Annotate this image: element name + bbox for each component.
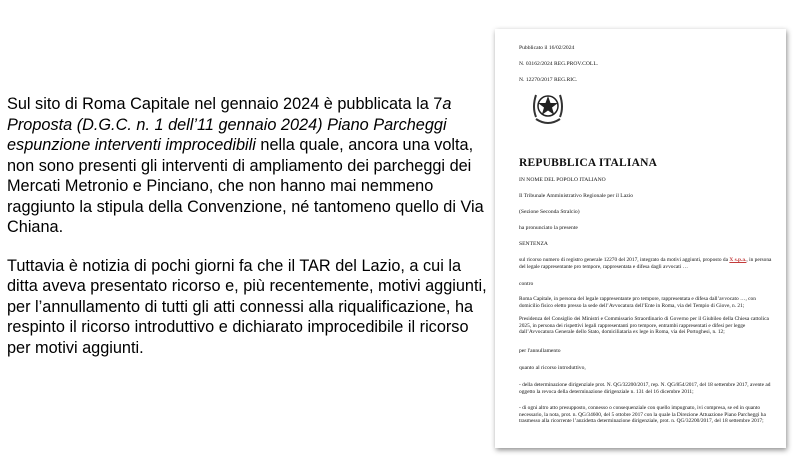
doc-ricorso	[519, 257, 772, 270]
doc-ricorso-company: X s.p.a.	[729, 257, 747, 263]
paragraph-1	[7, 94, 492, 238]
court-document-image	[495, 29, 786, 448]
doc-roma-capitale: Roma Capitale, in persona del legale rappresentante pro tempore, rappresentata e difesa dall’avvocato …, con domicilio fisico eletto presso la sede dell’Avvocatura dell’Ente in Roma, via del Tempio di Giove, n. 21;	[519, 296, 756, 309]
doc-pronunciato: ha pronunciato la presente	[519, 225, 578, 231]
paragraph-2: Tuttavia è notizia di pochi giorni fa che il TAR del Lazio, a cui la ditta aveva presentato ricorso e, più recentemente, motivi aggiunti, per l’annullamento di tutti gli atti connessi alla riqualificazione, ha respinto il ricorso introduttivo e dichiarato improcedibile il ricorso per motivi aggiunti.	[7, 256, 487, 357]
doc-ricorso-b: , in persona del legale rappresentante pro tempore, rappresentata e difesa dagli avvocati …	[519, 257, 772, 270]
p1-text-a: Sul sito di Roma Capitale nel gennaio 2024 è pubblicata la 7	[7, 95, 443, 113]
doc-item-1: - della determinazione dirigenziale prot. N. QG/32200/2017, rep. N. QG/854/2017, del 18 settembre 2017, avente ad oggetto la revoca della determinazione dirigenziale n. 131 del 16 dicembre 2011;	[519, 382, 771, 395]
doc-sentenza: SENTENZA	[519, 241, 548, 247]
doc-popolo: IN NOME DEL POPOLO ITALIANO	[519, 177, 606, 183]
doc-item-2: - di ogni altro atto presupposto, connesso o consequenziale con quello impugnato, ivi compresa, se ed in quanto necessario, la nota, prot. n. QG/34600, del 5 ottobre 2017 con la quale la Direzione Attuazione Piano Parcheggi ha trasmesso alla ricorrente l’anzidetta determinazione dirigenziale, prot. n. QG/32200/2017, del 18 settembre 2017;	[519, 405, 766, 425]
p1-text-b: nella quale, ancora una volta, non sono presenti gli interventi di ampliamento dei parcheggi dei Mercati Metronio e Pinciano, che non hanno mai nemmeno raggiunto la stipula della Convenzione, né tantomeno quello di Via Chiana.	[7, 136, 484, 236]
doc-tribunale: Il Tribunale Amministrativo Regionale per il Lazio	[519, 193, 634, 199]
doc-ricorso-a: sul ricorso numero di registro generale 12270 del 2017, integrato da motivi aggiunti, proposto da	[519, 257, 730, 263]
doc-contro: contro	[519, 281, 534, 287]
doc-presidenza: Presidenza del Consiglio dei Ministri e Commissario Straordinario di Governo per il Giubileo della Chiesa cattolica 2025, in persona dei rispettivi legali rappresentanti pro tempore, entrambi rappresentati e difesi per legge dall’Avvocatura Generale dello Stato, domiciliataria ex lege in Roma, via dei Portoghesi, n. 12;	[519, 316, 769, 336]
doc-title: REPUBBLICA ITALIANA	[519, 157, 658, 169]
doc-published-date: Pubblicato il 16/02/2024	[519, 45, 575, 51]
doc-annullamento: per l'annullamento	[519, 348, 561, 354]
doc-quanto: quanto al ricorso introduttivo,	[519, 365, 586, 371]
p1-italic-proposal: a Proposta (D.G.C. n. 1 dell’11 gennaio 2024) Piano Parcheggi espunzione interventi improcedibili	[7, 95, 452, 154]
doc-reg-ric: N. 12270/2017 REG.RIC.	[519, 77, 578, 83]
slide-text	[7, 94, 492, 376]
repubblica-emblem-icon	[530, 87, 566, 129]
doc-reg-prov: N. 03162/2024 REG.PROV.COLL.	[519, 61, 599, 67]
doc-sezione: (Sezione Seconda Stralcio)	[519, 209, 580, 215]
